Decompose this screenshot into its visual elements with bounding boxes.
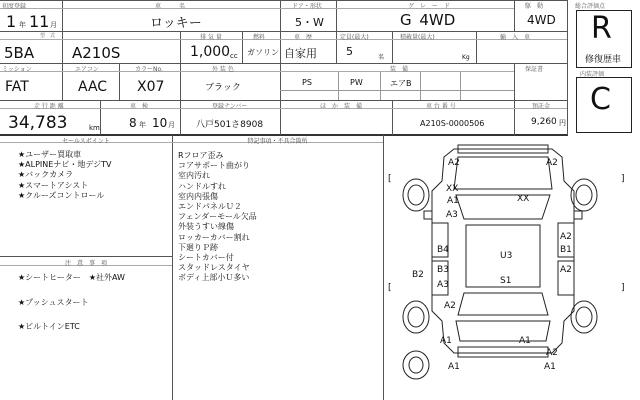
car-rear-bumper bbox=[458, 347, 548, 357]
load-unit: Kg bbox=[462, 54, 470, 61]
car-hood bbox=[454, 157, 552, 189]
recycle-fee: 9,260 bbox=[531, 117, 557, 127]
mark-a1-rear-center: A1 bbox=[519, 336, 531, 346]
note-line-1: ★シートヒーター ★社外AW bbox=[18, 273, 125, 282]
inspection-month-unit: 月 bbox=[168, 121, 175, 129]
mark-a3-rear: A3 bbox=[437, 280, 449, 290]
equip-airbag: エアB bbox=[390, 79, 412, 88]
reg-year: 1 bbox=[6, 12, 17, 31]
capacity: 5 bbox=[346, 45, 353, 58]
chassis-number: A210S-0000506 bbox=[420, 119, 485, 128]
mark-a2-right-2: A2 bbox=[560, 265, 572, 275]
mark-u3: U3 bbox=[500, 251, 513, 261]
door-shape: 5・W bbox=[295, 16, 324, 29]
plate-number: 八戸501さ8908 bbox=[196, 120, 264, 130]
wheel-rear-right-inner bbox=[576, 307, 592, 327]
bracket-right-2: ] bbox=[621, 283, 625, 293]
label-plate: 登録ナンバー bbox=[212, 103, 248, 110]
mark-b1: B1 bbox=[560, 245, 572, 255]
mark-xx-left: XX bbox=[446, 184, 459, 194]
label-chassis: 車 台 番 号 bbox=[426, 103, 456, 110]
aircon: AAC bbox=[78, 79, 108, 95]
inspection-year-unit: 年 bbox=[139, 121, 146, 129]
mark-a2-rear-right: A2 bbox=[546, 348, 558, 358]
label-other-equipment: ほ か 装 備 bbox=[320, 103, 363, 110]
label-inspection: 車 検 bbox=[130, 103, 149, 110]
special-note-item: 室内内張傷 bbox=[178, 191, 218, 201]
inspection-year: 8 bbox=[129, 116, 137, 130]
displacement: 1,000 bbox=[190, 44, 231, 60]
mark-b4: B4 bbox=[437, 245, 449, 255]
note-line-3: ★ビルトインETC bbox=[18, 322, 80, 331]
notes-title: 注 意 事 項 bbox=[64, 260, 107, 267]
special-note-item: コアサポート曲がり bbox=[178, 161, 250, 171]
mark-b3: B3 bbox=[437, 265, 449, 275]
mission: FAT bbox=[5, 79, 29, 95]
label-recycle: 預託金 bbox=[532, 103, 551, 110]
label-exterior-color: 外 装 色 bbox=[212, 66, 234, 73]
mark-a1-rear-left: A1 bbox=[440, 336, 452, 346]
label-door-shape: ドア・形状 bbox=[292, 3, 322, 10]
special-note-item: Rフロア歪み bbox=[178, 151, 224, 160]
car-trunk bbox=[456, 321, 550, 341]
special-note-item: 下廻りＰ跡 bbox=[178, 242, 218, 252]
mark-a3-left: A3 bbox=[446, 210, 458, 220]
car-rear-window bbox=[458, 293, 548, 315]
wheel-front-left-inner bbox=[408, 185, 424, 205]
mileage-unit: km bbox=[89, 124, 100, 132]
fuel: ガソリン bbox=[247, 48, 279, 57]
reg-month: 11 bbox=[29, 12, 50, 31]
mark-a2-front-right: A2 bbox=[546, 158, 558, 168]
label-usage: 車 歴 bbox=[294, 34, 313, 41]
special-note-item: ロッカーカバー割れ bbox=[178, 232, 250, 242]
label-displacement: 排 気 量 bbox=[200, 34, 222, 41]
label-drive: 駆 動 bbox=[525, 3, 544, 10]
label-car-name: 車 名 bbox=[155, 3, 186, 10]
usage: 自家用 bbox=[284, 47, 317, 60]
label-overall-grade: 総合評価点 bbox=[575, 3, 606, 10]
special-note-item: ボディ上部小Ｕ多い bbox=[178, 273, 250, 283]
exterior-color: ブラック bbox=[205, 83, 241, 93]
sales-point-item: ★スマートアシスト bbox=[18, 180, 89, 190]
drive: 4WD bbox=[527, 13, 556, 27]
reg-month-unit: 月 bbox=[50, 21, 57, 29]
equip-ps: PS bbox=[302, 78, 312, 87]
label-record-book: 保証書 bbox=[525, 66, 544, 73]
displacement-unit: cc bbox=[230, 52, 238, 60]
mark-a2-right-1: A2 bbox=[560, 232, 572, 242]
bracket-right-1: ] bbox=[621, 174, 625, 184]
mark-a2-rear-left: A2 bbox=[444, 301, 456, 311]
car-damage-diagram bbox=[384, 135, 640, 400]
label-model: 型 式 bbox=[40, 33, 56, 39]
special-note-item: スタッドレスタイヤ bbox=[178, 263, 250, 273]
mark-a1-bottom-left: A1 bbox=[448, 362, 460, 372]
mark-b2: B2 bbox=[412, 270, 424, 280]
sales-point-item: ★ALPINEナビ・地デジTV bbox=[18, 160, 112, 170]
overall-grade-note: 修復歴車 bbox=[585, 55, 622, 65]
label-import: 輸 入 車 bbox=[500, 34, 531, 41]
special-note-item: ハンドルすれ bbox=[178, 181, 226, 191]
grade: G 4WD bbox=[400, 11, 456, 29]
sales-points-title: セールスポイント bbox=[62, 138, 110, 145]
mark-a1-left: A1 bbox=[447, 196, 459, 206]
note-line-2: ★プッシュスタート bbox=[18, 298, 89, 307]
special-note-item: エンドパネルＵ２ bbox=[178, 201, 242, 211]
reg-year-unit: 年 bbox=[19, 21, 26, 29]
spare-tire-inner bbox=[409, 357, 423, 373]
wheel-rear-left bbox=[403, 301, 429, 333]
color-no: X07 bbox=[137, 79, 165, 95]
label-mission: ミッション bbox=[2, 66, 32, 73]
label-equipment: 装 備 bbox=[390, 66, 409, 73]
label-color-no: カラーNo. bbox=[135, 66, 163, 73]
recycle-unit: 円 bbox=[559, 119, 566, 127]
label-aircon: エアコン bbox=[75, 66, 99, 73]
inspection-month: 10 bbox=[152, 116, 168, 130]
special-notes-list bbox=[178, 151, 257, 283]
label-fuel: 燃料 bbox=[253, 34, 266, 41]
interior-grade: C bbox=[590, 82, 611, 117]
capacity-unit: 名 bbox=[378, 54, 385, 61]
equip-pw: PW bbox=[350, 78, 363, 87]
special-note-item: フェンダーモール欠品 bbox=[178, 212, 257, 222]
model-prefix: 5BA bbox=[4, 44, 35, 62]
wheel-front-right bbox=[571, 179, 597, 211]
special-note-item: 室内汚れ bbox=[178, 171, 210, 181]
car-name: ロッキー bbox=[150, 16, 202, 31]
label-first-registration: 初度登録 bbox=[2, 3, 27, 10]
bracket-left-1: [ bbox=[388, 174, 392, 184]
spare-tire bbox=[403, 351, 429, 379]
special-note-item: シートカバー付 bbox=[178, 252, 234, 262]
wheel-front-right-inner bbox=[576, 185, 592, 205]
model-code: A210S bbox=[72, 44, 121, 62]
mark-xx-hood: XX bbox=[517, 194, 530, 204]
sales-point-item: ★クルーズコントロール bbox=[18, 190, 105, 200]
overall-grade: R bbox=[591, 11, 612, 46]
sales-point-item: ★バックカメラ bbox=[18, 170, 74, 180]
wheel-rear-left-inner bbox=[408, 307, 424, 327]
mileage: 34,783 bbox=[8, 113, 68, 133]
label-mileage: 走 行 距 離 bbox=[34, 103, 64, 110]
special-notes-title: 特記事項・不具合箇所 bbox=[247, 138, 308, 145]
wheel-rear-right bbox=[571, 301, 597, 333]
label-capacity: 定員(最大) bbox=[340, 34, 369, 41]
mark-a2-front-left: A2 bbox=[448, 158, 460, 168]
mark-s1: S1 bbox=[500, 276, 512, 286]
label-load: 積載量(最大) bbox=[400, 34, 435, 41]
sales-points-list bbox=[18, 150, 112, 201]
mark-a1-bottom-right: A1 bbox=[544, 362, 556, 372]
mirror-right bbox=[574, 211, 582, 219]
bracket-left-2: [ bbox=[388, 283, 392, 293]
wheel-front-left bbox=[403, 179, 429, 211]
special-note-item: 外装うすい線傷 bbox=[178, 222, 234, 232]
sales-point-item: ★ユーザー買取車 bbox=[18, 150, 82, 159]
mirror-left bbox=[424, 211, 432, 219]
label-interior-grade: 内装評価 bbox=[580, 71, 605, 78]
label-grade: グ レ ー ド bbox=[408, 3, 451, 10]
car-windshield bbox=[456, 195, 550, 219]
